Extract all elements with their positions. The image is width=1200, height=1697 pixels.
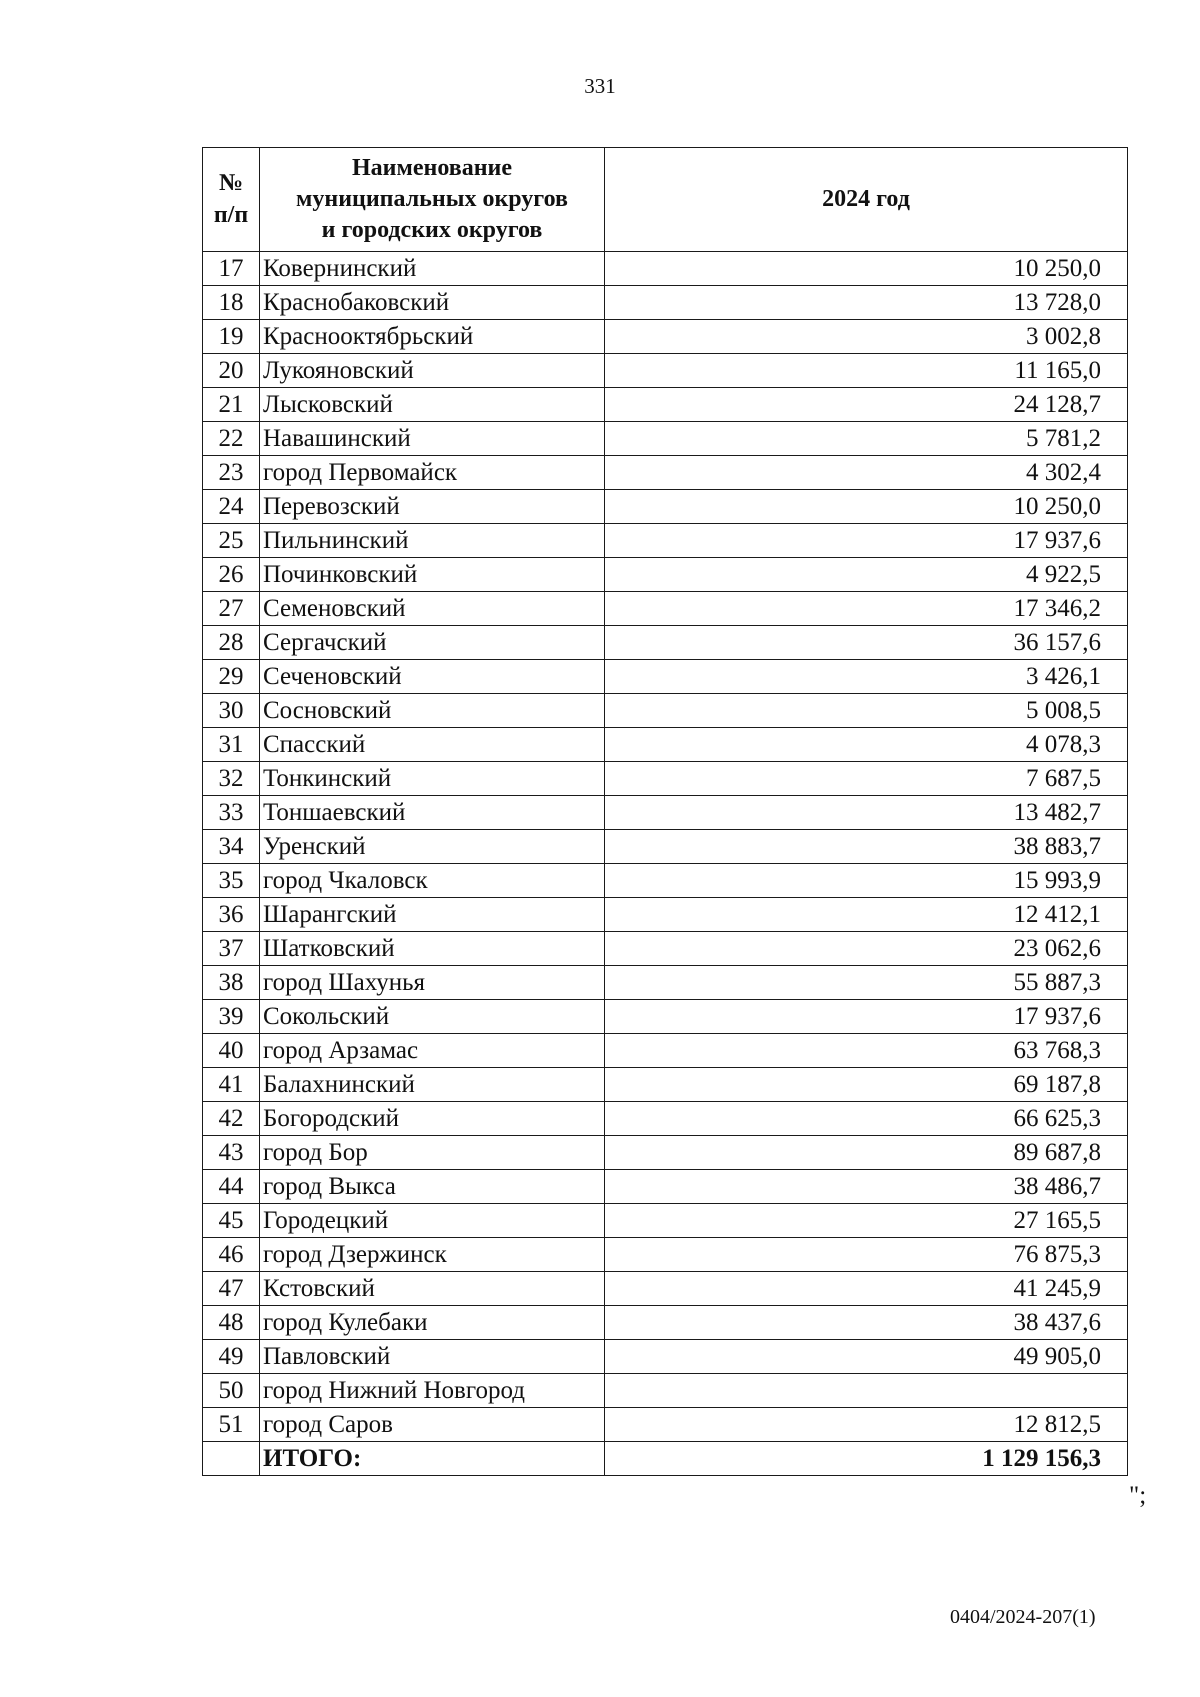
- table-row: [203, 524, 1128, 558]
- table-row: [203, 286, 1128, 320]
- row-num-cell: 43: [203, 1136, 260, 1170]
- table-row: [203, 830, 1128, 864]
- table-row: [203, 320, 1128, 354]
- row-name-cell: город Саров: [260, 1408, 605, 1442]
- table-row: [203, 1136, 1128, 1170]
- row-num-cell: 19: [203, 320, 260, 354]
- row-value-cell: 10 250,0: [605, 252, 1128, 286]
- row-value-cell: 49 905,0: [605, 1340, 1128, 1374]
- row-value-cell: 5 008,5: [605, 694, 1128, 728]
- table-row: [203, 660, 1128, 694]
- row-num-cell: 31: [203, 728, 260, 762]
- row-name-cell: Тоншаевский: [260, 796, 605, 830]
- row-value-cell: 24 128,7: [605, 388, 1128, 422]
- row-value-cell: 89 687,8: [605, 1136, 1128, 1170]
- row-value-cell: 15 993,9: [605, 864, 1128, 898]
- row-name-cell: город Выкса: [260, 1170, 605, 1204]
- row-name-cell: Лысковский: [260, 388, 605, 422]
- row-num-cell: 46: [203, 1238, 260, 1272]
- table-row: [203, 1272, 1128, 1306]
- row-name-cell: Тонкинский: [260, 762, 605, 796]
- table-row: [203, 388, 1128, 422]
- row-num-cell: 39: [203, 1000, 260, 1034]
- table-row: [203, 1238, 1128, 1272]
- row-num-cell: 26: [203, 558, 260, 592]
- row-name-cell: город Шахунья: [260, 966, 605, 1000]
- table-row: [203, 1204, 1128, 1238]
- row-value-cell: 36 157,6: [605, 626, 1128, 660]
- table-row: [203, 728, 1128, 762]
- row-value-cell: 38 883,7: [605, 830, 1128, 864]
- table-row: [203, 1408, 1128, 1442]
- header-name: [260, 148, 605, 252]
- row-value-cell: 17 937,6: [605, 1000, 1128, 1034]
- row-name-cell: Шатковский: [260, 932, 605, 966]
- row-num-cell: 37: [203, 932, 260, 966]
- row-value-cell: 27 165,5: [605, 1204, 1128, 1238]
- row-value-cell: 3 002,8: [605, 320, 1128, 354]
- row-value-cell: 41 245,9: [605, 1272, 1128, 1306]
- row-num-cell: 33: [203, 796, 260, 830]
- row-name-cell: город Нижний Новгород: [260, 1374, 605, 1408]
- row-value-cell: 4 078,3: [605, 728, 1128, 762]
- row-name-cell: город Чкаловск: [260, 864, 605, 898]
- row-name-cell: Богородский: [260, 1102, 605, 1136]
- row-num-cell: 20: [203, 354, 260, 388]
- allocation-table: [202, 147, 1128, 1476]
- row-num-cell: 30: [203, 694, 260, 728]
- row-value-cell: 38 437,6: [605, 1306, 1128, 1340]
- row-num-cell: 22: [203, 422, 260, 456]
- row-name-cell: Сосновский: [260, 694, 605, 728]
- row-value-cell: [605, 1374, 1128, 1408]
- total-value: 1 129 156,3: [605, 1442, 1128, 1476]
- page-number: 331: [584, 74, 616, 98]
- total-label: ИТОГО:: [260, 1442, 605, 1476]
- table-row: [203, 966, 1128, 1000]
- row-num-cell: 28: [203, 626, 260, 660]
- row-value-cell: 11 165,0: [605, 354, 1128, 388]
- row-name-cell: город Бор: [260, 1136, 605, 1170]
- table-row: [203, 490, 1128, 524]
- row-num-cell: 32: [203, 762, 260, 796]
- row-value-cell: 38 486,7: [605, 1170, 1128, 1204]
- row-num-cell: 27: [203, 592, 260, 626]
- closing-quote-mark: ";: [1129, 1482, 1147, 1509]
- row-name-cell: город Первомайск: [260, 456, 605, 490]
- row-num-cell: 38: [203, 966, 260, 1000]
- table-row: [203, 558, 1128, 592]
- row-name-cell: Краснобаковский: [260, 286, 605, 320]
- table-body: [203, 252, 1128, 1442]
- row-value-cell: 13 728,0: [605, 286, 1128, 320]
- row-num-cell: 41: [203, 1068, 260, 1102]
- row-name-cell: Балахнинский: [260, 1068, 605, 1102]
- row-num-cell: 35: [203, 864, 260, 898]
- row-value-cell: 12 412,1: [605, 898, 1128, 932]
- row-num-cell: 21: [203, 388, 260, 422]
- row-name-cell: Сеченовский: [260, 660, 605, 694]
- total-row: [203, 1442, 1128, 1476]
- row-name-cell: Пильнинский: [260, 524, 605, 558]
- row-name-cell: Семеновский: [260, 592, 605, 626]
- table-row: [203, 694, 1128, 728]
- row-name-cell: Перевозский: [260, 490, 605, 524]
- total-num-cell: [203, 1442, 260, 1476]
- table-row: [203, 1340, 1128, 1374]
- row-num-cell: 24: [203, 490, 260, 524]
- row-num-cell: 49: [203, 1340, 260, 1374]
- row-value-cell: 7 687,5: [605, 762, 1128, 796]
- row-name-cell: Сергачский: [260, 626, 605, 660]
- header-name-label: Наименование муниципальных округов и городских округов: [296, 154, 568, 244]
- header-year: 2024 год: [605, 148, 1128, 252]
- row-num-cell: 17: [203, 252, 260, 286]
- row-num-cell: 47: [203, 1272, 260, 1306]
- table-row: [203, 898, 1128, 932]
- table-row: [203, 932, 1128, 966]
- row-value-cell: 76 875,3: [605, 1238, 1128, 1272]
- row-value-cell: 12 812,5: [605, 1408, 1128, 1442]
- row-value-cell: 63 768,3: [605, 1034, 1128, 1068]
- row-num-cell: 23: [203, 456, 260, 490]
- header-num: [203, 148, 260, 252]
- row-name-cell: город Арзамас: [260, 1034, 605, 1068]
- row-name-cell: Починковский: [260, 558, 605, 592]
- row-num-cell: 40: [203, 1034, 260, 1068]
- row-num-cell: 45: [203, 1204, 260, 1238]
- table-row: [203, 1034, 1128, 1068]
- table-row: [203, 1068, 1128, 1102]
- table-row: [203, 456, 1128, 490]
- row-value-cell: 23 062,6: [605, 932, 1128, 966]
- row-num-cell: 25: [203, 524, 260, 558]
- row-name-cell: Ковернинский: [260, 252, 605, 286]
- table-row: [203, 1102, 1128, 1136]
- row-value-cell: 10 250,0: [605, 490, 1128, 524]
- row-name-cell: Навашинский: [260, 422, 605, 456]
- table-row: [203, 1306, 1128, 1340]
- table-row: [203, 762, 1128, 796]
- table-header-row: [203, 148, 1128, 252]
- document-code: 0404/2024-207(1): [950, 1606, 1096, 1628]
- row-name-cell: Лукояновский: [260, 354, 605, 388]
- row-value-cell: 5 781,2: [605, 422, 1128, 456]
- row-name-cell: город Дзержинск: [260, 1238, 605, 1272]
- row-num-cell: 48: [203, 1306, 260, 1340]
- row-value-cell: 4 922,5: [605, 558, 1128, 592]
- table-row: [203, 796, 1128, 830]
- row-name-cell: Уренский: [260, 830, 605, 864]
- allocation-table-wrap: [202, 147, 1128, 1476]
- row-value-cell: 4 302,4: [605, 456, 1128, 490]
- row-name-cell: Павловский: [260, 1340, 605, 1374]
- row-num-cell: 34: [203, 830, 260, 864]
- row-value-cell: 69 187,8: [605, 1068, 1128, 1102]
- row-num-cell: 51: [203, 1408, 260, 1442]
- row-num-cell: 18: [203, 286, 260, 320]
- row-num-cell: 50: [203, 1374, 260, 1408]
- header-num-label: № п/п: [213, 170, 249, 228]
- row-name-cell: Кстовский: [260, 1272, 605, 1306]
- row-name-cell: Сокольский: [260, 1000, 605, 1034]
- table-row: [203, 592, 1128, 626]
- row-name-cell: Спасский: [260, 728, 605, 762]
- row-name-cell: Краснооктябрьский: [260, 320, 605, 354]
- row-name-cell: Шарангский: [260, 898, 605, 932]
- row-name-cell: Городецкий: [260, 1204, 605, 1238]
- table-row: [203, 1000, 1128, 1034]
- table-row: [203, 626, 1128, 660]
- row-value-cell: 3 426,1: [605, 660, 1128, 694]
- row-value-cell: 17 346,2: [605, 592, 1128, 626]
- row-num-cell: 44: [203, 1170, 260, 1204]
- table-row: [203, 864, 1128, 898]
- row-name-cell: город Кулебаки: [260, 1306, 605, 1340]
- table-row: [203, 252, 1128, 286]
- row-value-cell: 55 887,3: [605, 966, 1128, 1000]
- table-row: [203, 1170, 1128, 1204]
- row-num-cell: 29: [203, 660, 260, 694]
- row-value-cell: 66 625,3: [605, 1102, 1128, 1136]
- table-row: [203, 422, 1128, 456]
- row-num-cell: 36: [203, 898, 260, 932]
- row-value-cell: 17 937,6: [605, 524, 1128, 558]
- table-row: [203, 1374, 1128, 1408]
- row-value-cell: 13 482,7: [605, 796, 1128, 830]
- row-num-cell: 42: [203, 1102, 260, 1136]
- table-row: [203, 354, 1128, 388]
